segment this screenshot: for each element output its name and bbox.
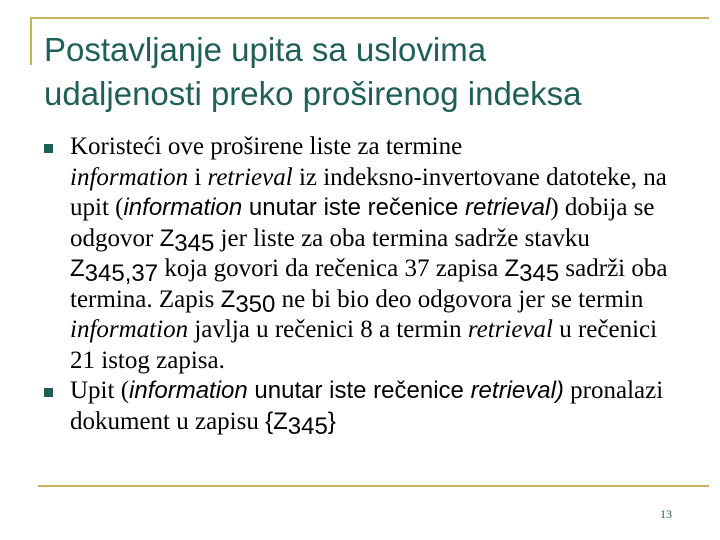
text: i [188, 163, 208, 191]
text: retrieval [465, 194, 551, 221]
text: unutar iste rečenice [247, 377, 471, 404]
text: jer liste za oba termina sadrže stavku [214, 224, 590, 252]
text: Koristeći ove proširene liste za termine [70, 133, 463, 160]
text: retrieval [467, 316, 553, 343]
subscript: 350 [235, 290, 276, 318]
title-line-2: udaljenosti preko proširenog indeksa [44, 75, 582, 112]
text: {Z [265, 407, 288, 435]
text: iz indeksno-invertovane datoteke, na upit ( [70, 163, 667, 221]
text: Z [159, 224, 175, 252]
square-bullet-icon [44, 144, 53, 153]
subscript: 345 [287, 412, 328, 440]
text: sadrži oba termina. Zapis [70, 255, 668, 313]
bullet-list [40, 132, 670, 440]
text: Z [70, 255, 85, 282]
frame-bottom-line [38, 485, 709, 487]
text: information [70, 163, 189, 191]
text: Upit ( [70, 377, 130, 404]
text: retrieval) [470, 377, 564, 404]
slide-title [44, 28, 704, 116]
frame-left-line [30, 17, 32, 65]
page-number: 13 [660, 507, 672, 521]
text: ne bi bio deo odgovora jer se termin [275, 285, 644, 313]
text: Z [220, 285, 236, 313]
text: javlja u rečenici 8 a termin [188, 316, 468, 343]
subscript: 345,37 [84, 260, 159, 287]
bullet-item [40, 132, 670, 376]
text: u rečenici 21 istog zapisa. [70, 316, 658, 374]
subscript: 345 [174, 229, 215, 257]
bullet-item [40, 376, 670, 440]
text: retrieval [207, 163, 293, 191]
title-line-1: Postavljanje upita sa uslovima [44, 31, 487, 68]
text: information [123, 194, 243, 221]
frame-top-line [30, 17, 709, 19]
text: Z [504, 255, 520, 282]
subscript: 345 [519, 260, 560, 287]
text: unutar iste rečenice [242, 194, 465, 221]
text: ) dobija se odgovor [70, 194, 655, 252]
text: information [129, 377, 248, 404]
text: } [327, 407, 336, 435]
text: pronalazi dokument u zapisu [70, 377, 664, 435]
text: koja govori da rečenica 37 zapisa [158, 255, 505, 282]
text: information [70, 316, 189, 343]
square-bullet-icon [44, 388, 53, 397]
